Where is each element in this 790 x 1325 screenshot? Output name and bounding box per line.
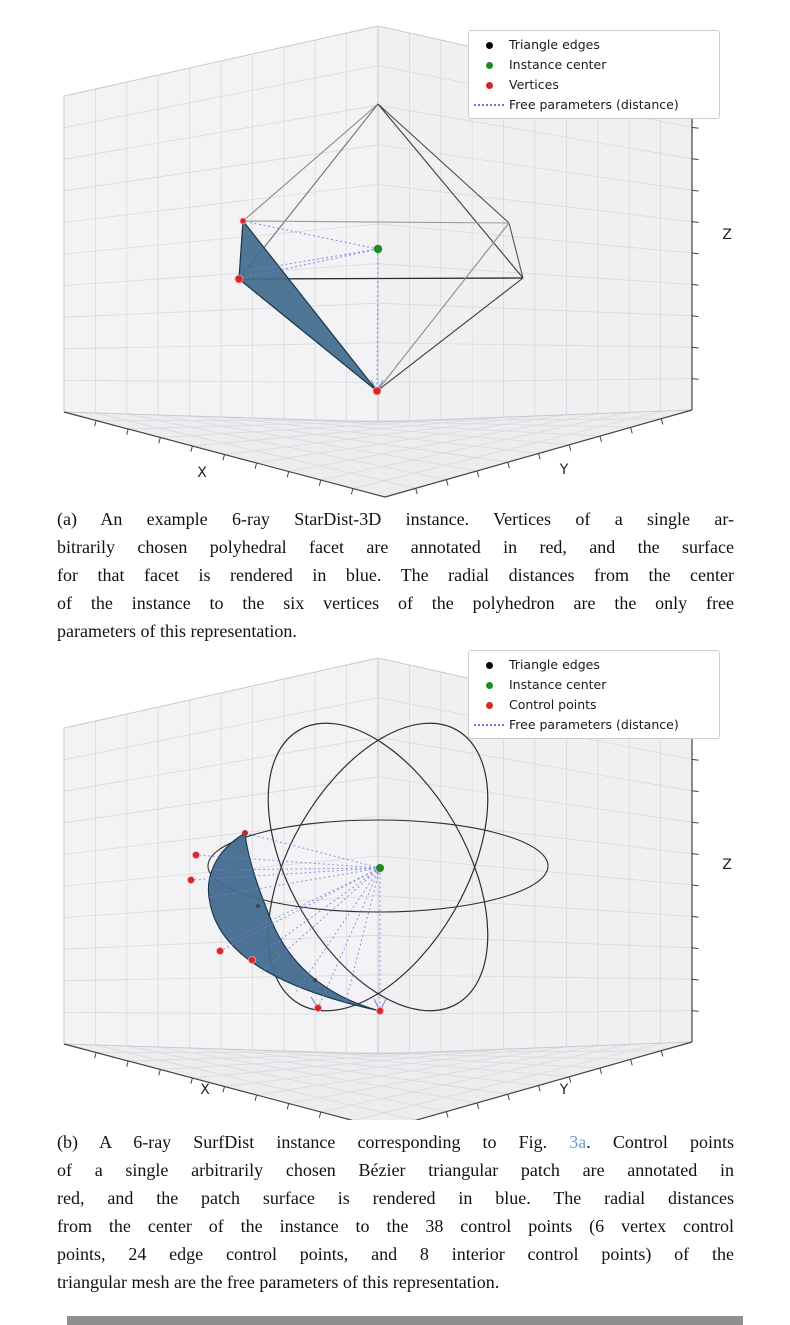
legend-label: Triangle edges <box>509 37 600 52</box>
legend-item <box>469 75 719 95</box>
z-axis-tick <box>692 822 699 823</box>
x-axis-tick <box>191 1078 193 1084</box>
x-axis-tick <box>159 438 161 444</box>
y-axis-tick <box>631 427 633 433</box>
y-axis-label: Y <box>559 1082 569 1098</box>
y-axis-tick <box>600 436 602 442</box>
legend-item <box>469 55 719 75</box>
vertex-point <box>235 275 243 283</box>
x-axis-tick <box>95 1053 97 1059</box>
z-axis-tick <box>692 159 699 160</box>
legend-item <box>469 675 719 695</box>
control-point <box>377 1008 384 1015</box>
caption-line: of a single arbitrarily chosen Bézier triangular patch are annotated in <box>57 1160 734 1180</box>
vertex-point <box>240 218 246 224</box>
figure-3a-reference-link[interactable]: 3a <box>569 1132 587 1152</box>
z-axis-tick <box>692 791 699 792</box>
x-axis-tick <box>287 1104 289 1110</box>
z-axis-tick <box>692 316 699 317</box>
caption-b <box>57 1128 734 1296</box>
x-axis-label: X <box>200 1082 210 1098</box>
legend-item <box>469 35 719 55</box>
x-axis-tick <box>319 480 321 486</box>
z-axis-tick <box>692 379 699 380</box>
legend-item <box>469 695 719 715</box>
z-axis-tick <box>692 127 699 128</box>
z-axis-tick <box>692 979 699 980</box>
y-axis-tick <box>446 1112 448 1118</box>
y-axis-tick <box>477 471 479 477</box>
y-axis-tick <box>569 445 571 451</box>
control-point <box>242 830 248 836</box>
control-point <box>217 948 224 955</box>
caption-line: (b) A 6-ray SurfDist instance corresponding to Fig. 3a. Control points <box>57 1132 734 1152</box>
legend-a <box>468 30 720 119</box>
caption-line: of the instance to the six vertices of the polyhedron are the only free <box>57 593 734 613</box>
x-axis-tick <box>223 1087 225 1093</box>
x-axis-tick <box>319 1112 321 1118</box>
caption-line: bitrarily chosen polyhedral facet are annotated in red, and the surface <box>57 537 734 557</box>
instance-center-point <box>374 245 382 253</box>
x-axis-tick <box>127 429 129 435</box>
z-axis-tick <box>692 759 699 760</box>
legend-item <box>469 95 719 115</box>
control-point <box>249 957 256 964</box>
caption-line: points, 24 edge control points, and 8 interior control points) of the <box>57 1244 734 1264</box>
interior-control-point <box>313 978 317 982</box>
legend-label: Free parameters (distance) <box>509 717 679 732</box>
y-axis-tick <box>600 1068 602 1074</box>
y-axis-tick <box>569 1077 571 1083</box>
z-axis-tick <box>692 854 699 855</box>
z-axis-tick <box>692 1011 699 1012</box>
caption-line: from the center of the instance to the 38 control points (6 vertex control <box>57 1216 734 1236</box>
y-axis-tick <box>539 454 541 460</box>
x-axis-tick <box>287 472 289 478</box>
caption-line: (a) An example 6-ray StarDist-3D instance. Vertices of a single ar- <box>57 509 734 529</box>
z-axis-tick <box>692 284 699 285</box>
x-axis-tick <box>351 489 353 495</box>
z-axis-tick <box>692 948 699 949</box>
dot-marker-icon <box>469 82 509 89</box>
x-axis-tick <box>127 1061 129 1067</box>
z-axis-label: Z <box>722 227 732 243</box>
vertex-point <box>373 387 381 395</box>
z-axis-tick <box>692 885 699 886</box>
x-axis-tick <box>191 446 193 452</box>
caption-line: triangular mesh are the free parameters of this representation. <box>57 1272 500 1292</box>
legend-label: Instance center <box>509 677 607 692</box>
control-point <box>193 852 200 859</box>
y-axis-tick <box>477 1103 479 1109</box>
dotted-line-marker-icon <box>469 104 509 106</box>
x-axis-label: X <box>197 465 207 481</box>
y-axis-tick <box>508 1094 510 1100</box>
control-point <box>188 877 195 884</box>
z-axis-tick <box>692 347 699 348</box>
y-axis-tick <box>539 1086 541 1092</box>
caption-line: parameters of this representation. <box>57 621 297 641</box>
y-axis-tick <box>631 1059 633 1065</box>
x-axis-tick <box>255 1095 257 1101</box>
interior-control-point <box>256 904 260 908</box>
z-axis-tick <box>692 190 699 191</box>
caption-a <box>57 505 734 645</box>
legend-item <box>469 715 719 735</box>
control-point <box>315 1005 322 1012</box>
dot-marker-icon <box>469 702 509 709</box>
y-axis-tick <box>416 488 418 494</box>
caption-line: red, and the patch surface is rendered in blue. The radial distances <box>57 1188 734 1208</box>
legend-label: Vertices <box>509 77 559 92</box>
legend-b <box>468 650 720 739</box>
legend-label: Control points <box>509 697 597 712</box>
y-axis-tick <box>446 480 448 486</box>
next-figure-top-edge <box>67 1316 743 1325</box>
dot-marker-icon <box>469 662 509 669</box>
y-axis-tick <box>661 419 663 425</box>
x-axis-tick <box>159 1070 161 1076</box>
dot-marker-icon <box>469 42 509 49</box>
dot-marker-icon <box>469 62 509 69</box>
y-axis-label: Y <box>559 462 569 478</box>
z-axis-tick <box>692 916 699 917</box>
dot-marker-icon <box>469 682 509 689</box>
dotted-line-marker-icon <box>469 724 509 726</box>
z-axis-tick <box>692 253 699 254</box>
x-axis-tick <box>255 463 257 469</box>
legend-label: Triangle edges <box>509 657 600 672</box>
legend-item <box>469 655 719 675</box>
x-axis-tick <box>95 421 97 427</box>
y-axis-tick <box>661 1051 663 1057</box>
y-axis-tick <box>508 462 510 468</box>
caption-line: for that facet is rendered in blue. The radial distances from the center <box>57 565 734 585</box>
x-axis-tick <box>223 455 225 461</box>
legend-label: Free parameters (distance) <box>509 97 679 112</box>
legend-label: Instance center <box>509 57 607 72</box>
instance-center-point <box>376 864 384 872</box>
z-axis-tick <box>692 222 699 223</box>
z-axis-label: Z <box>722 857 732 873</box>
